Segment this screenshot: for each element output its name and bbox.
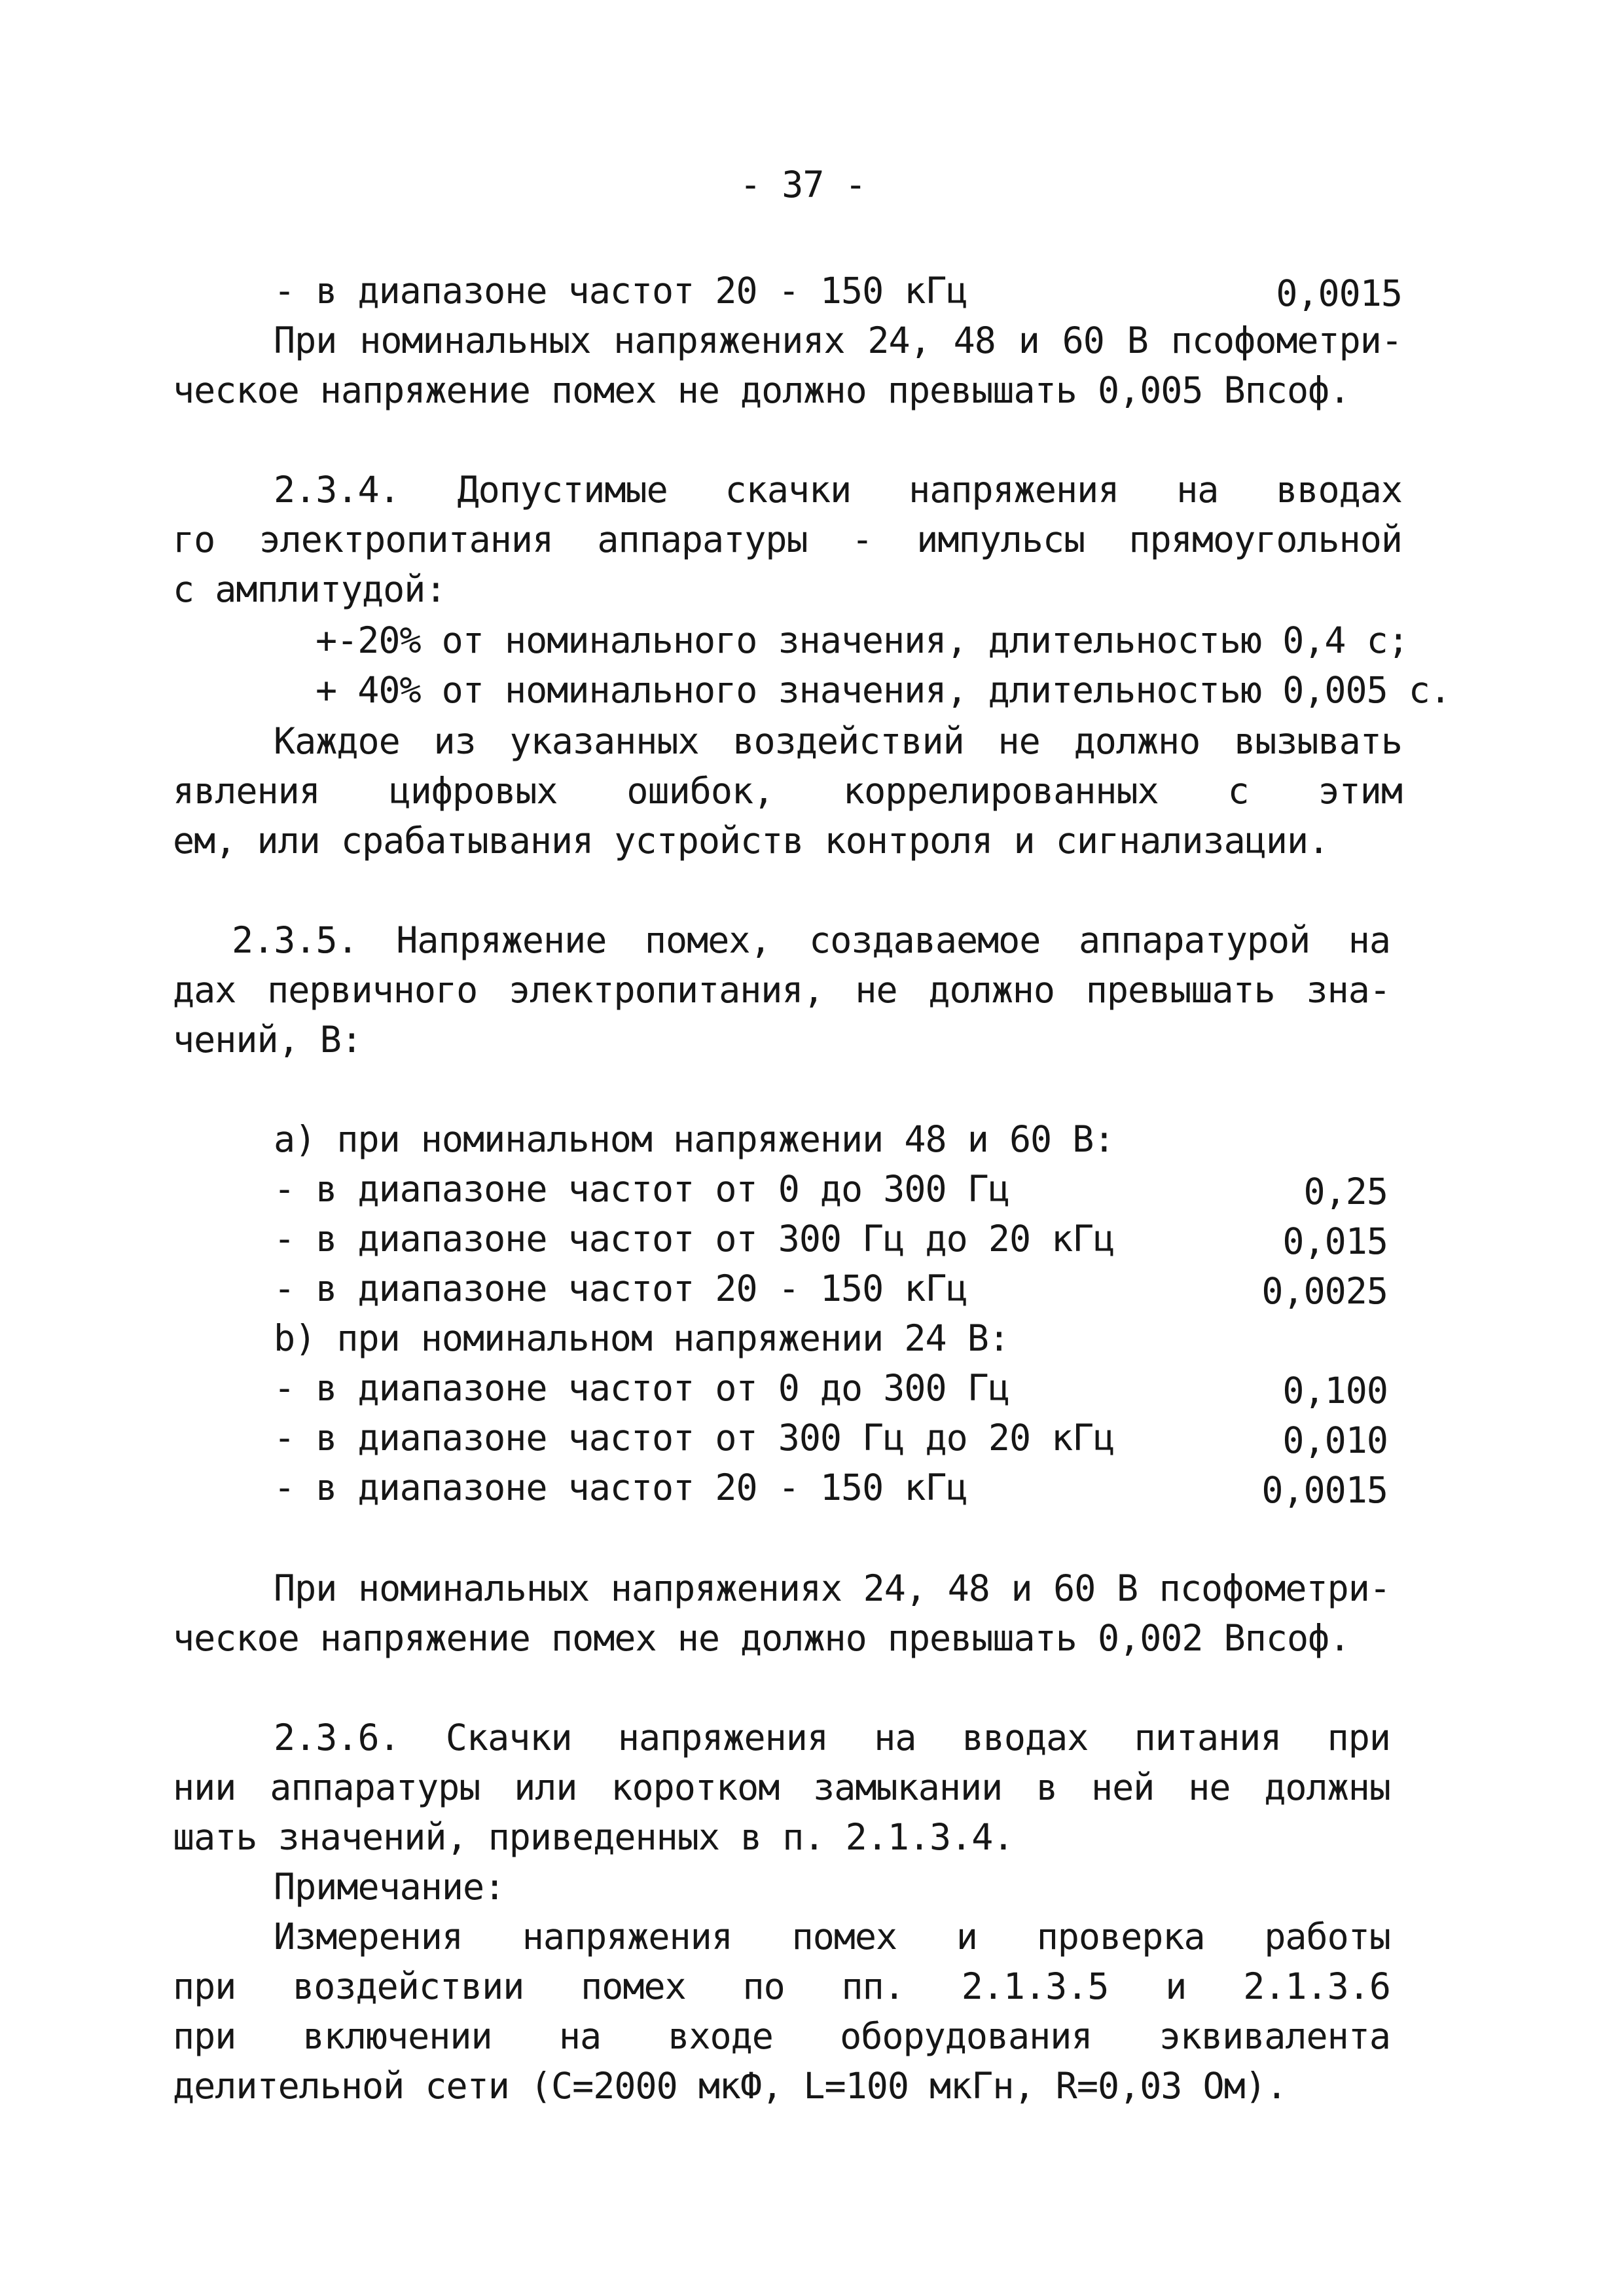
range-value: 0,0015 <box>1276 272 1402 314</box>
section-2-3-5-line: дах первичного электропитания, не должно превышать зна- <box>173 969 1390 1011</box>
table-row-value: 0,100 <box>1282 1370 1388 1412</box>
note-line: делительной сети (С=2000 мкФ, L=100 мкГн, R=0,03 Ом). <box>173 2065 1287 2107</box>
note-line: при включении на входе оборудования эквивалента <box>173 2015 1390 2057</box>
note-label: Примечание: <box>274 1866 505 1908</box>
paragraph-line: ческое напряжение помех не должно превышать 0,005 Впсоф. <box>173 369 1350 411</box>
table-row-value: 0,0015 <box>1261 1469 1388 1511</box>
section-2-3-5-line: чений, В: <box>173 1019 363 1061</box>
table-row-value: 0,015 <box>1282 1220 1388 1262</box>
section-2-3-4-line: Каждое из указанных воздействий не должно вызывать <box>274 720 1402 762</box>
note-line: Измерения напряжения помех и проверка работы <box>274 1916 1390 1958</box>
note-line: при воздействии помех по пп. 2.1.3.5 и 2.1.3.6 <box>173 1965 1390 2007</box>
list-item: +-20% от номинального значения, длительностью 0,4 с; <box>316 619 1409 661</box>
psofometric-line: При номинальных напряжениях 24, 48 и 60 В псофометри- <box>274 1567 1390 1609</box>
range-line: - в диапазоне частот 20 - 150 кГц <box>274 270 967 312</box>
section-2-3-4-line: явления цифровых ошибок, коррелированных с этим <box>173 770 1402 812</box>
table-row-label: - в диапазоне частот 20 - 150 кГц <box>274 1267 967 1309</box>
table-row-label: - в диапазоне частот от 0 до 300 Гц <box>274 1168 1009 1210</box>
section-2-3-6-line: нии аппаратуры или коротком замыкании в ней не должны <box>173 1766 1390 1808</box>
group-b-heading: b) при номинальном напряжении 24 В: <box>274 1317 1009 1359</box>
section-2-3-4-line: с амплитудой: <box>173 568 446 610</box>
table-row-value: 0,0025 <box>1261 1270 1388 1312</box>
table-row-value: 0,25 <box>1303 1171 1388 1212</box>
table-row-value: 0,010 <box>1282 1419 1388 1461</box>
table-row-label: - в диапазоне частот от 0 до 300 Гц <box>274 1367 1009 1409</box>
list-item: + 40% от номинального значения, длительностью 0,005 с. <box>316 669 1451 711</box>
table-row-label: - в диапазоне частот от 300 Гц до 20 кГц <box>274 1417 1115 1459</box>
section-2-3-4-line: 2.3.4. Допустимые скачки напряжения на вводах <box>274 469 1402 511</box>
psofometric-line: ческое напряжение помех не должно превышать 0,002 Впсоф. <box>173 1617 1350 1659</box>
page-number: - 37 - <box>740 164 866 206</box>
section-2-3-6-line: шать значений, приведенных в п. 2.1.3.4. <box>173 1816 1014 1858</box>
table-row-label: - в диапазоне частот от 300 Гц до 20 кГц <box>274 1218 1115 1260</box>
table-row-label: - в диапазоне частот 20 - 150 кГц <box>274 1467 967 1508</box>
section-2-3-5-line: 2.3.5. Напряжение помех, создаваемое аппаратурой на <box>232 919 1390 961</box>
paragraph-line: При номинальных напряжениях 24, 48 и 60 В псофометри- <box>274 319 1402 361</box>
group-a-heading: а) при номинальном напряжении 48 и 60 В: <box>274 1118 1115 1160</box>
section-2-3-4-line: го электропитания аппаратуры - импульсы прямоугольной <box>173 519 1402 560</box>
section-2-3-6-line: 2.3.6. Скачки напряжения на вводах питания при <box>274 1717 1390 1758</box>
section-2-3-4-line: ем, или срабатывания устройств контроля и сигнализации. <box>173 820 1329 862</box>
